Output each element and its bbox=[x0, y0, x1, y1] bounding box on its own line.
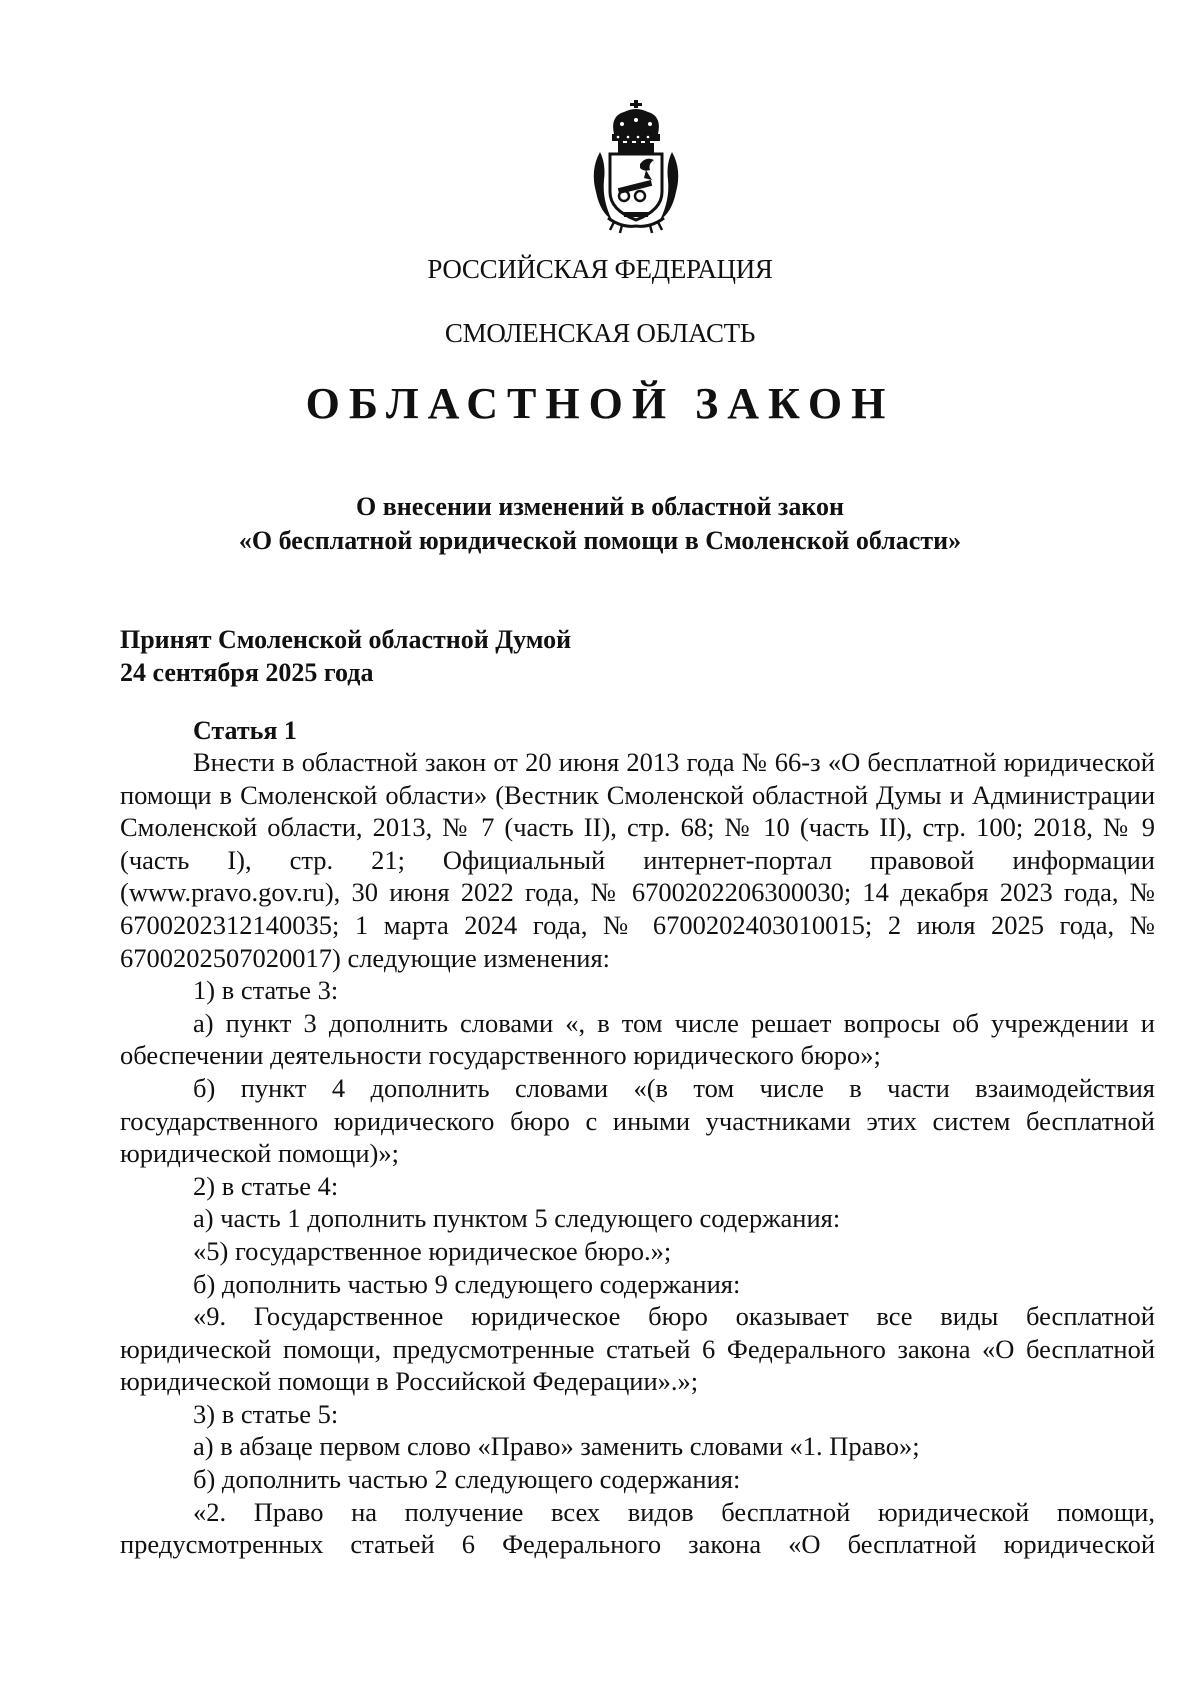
coat-of-arms-icon bbox=[588, 100, 684, 234]
paragraph: а) часть 1 дополнить пунктом 5 следующего содержания: bbox=[193, 1203, 841, 1234]
law-title bbox=[0, 490, 1200, 558]
paragraph: а) пункт 3 дополнить словами «, в том числе решает вопросы об учреждении и обеспечении деятельности государственного юридического бюро»; bbox=[120, 1007, 1155, 1071]
paragraph: «9. Государственное юридическое бюро оказывает все виды бесплатной юридической помощи, предусмотренные статьей 6 Федерального закона «О бесплатной юридической помощи в Российской Федерации».»; bbox=[120, 1301, 1155, 1397]
article-heading: Статья 1 bbox=[193, 716, 297, 745]
paragraph: 1) в статье 3: bbox=[193, 975, 339, 1006]
paragraph: 3) в статье 5: bbox=[193, 1398, 339, 1429]
paragraph: б) дополнить частью 2 следующего содержания: bbox=[193, 1464, 741, 1495]
paragraph: Внести в областной закон от 20 июня 2013 года № 66-з «О бесплатной юридической помощи в Смоленской области» (Вестник Смоленской областной Думы и Администрации Смоленской области, 2013, № 7 (часть II), стр. 68; № 10 (часть II), стр. 100; 2018, № 9 (часть I), стр. 21; Официальный интернет-портал правовой информации (www.pravo.gov.ru), 30 июня 2022 года, № 6700202206300030; 14 декабря 2023 года, № 6700202312140035; 1 марта 2024 года, № 6700202403010015; 2 июля 2025 года, № 6700202507020017) следующие изменения: bbox=[120, 747, 1155, 973]
document-type: ОБЛАСТНОЙ ЗАКОН bbox=[305, 379, 895, 428]
adoption-info bbox=[120, 623, 571, 689]
law-title-line-1: О внесении изменений в областной закон bbox=[355, 492, 845, 521]
adoption-date: 24 сентября 2025 года bbox=[120, 658, 374, 687]
paragraph: б) дополнить частью 9 следующего содержания: bbox=[193, 1268, 741, 1299]
article-body bbox=[120, 746, 1155, 1561]
paragraph: «5) государственное юридическое бюро.»; bbox=[193, 1235, 672, 1266]
paragraph: б) пункт 4 дополнить словами «(в том числе в части взаимодействия государственного юридического бюро с иными участниками этих систем бесплатной юридической помощи)»; bbox=[120, 1072, 1155, 1169]
paragraph: «2. Право на получение всех видов бесплатной юридической помощи, предусмотренных статьей 6 Федерального закона «О бесплатной юридической bbox=[120, 1496, 1155, 1560]
country-name: РОССИЙСКАЯ ФЕДЕРАЦИЯ bbox=[427, 254, 773, 284]
paragraph: а) в абзаце первом слово «Право» заменить словами «1. Право»; bbox=[193, 1431, 920, 1462]
adoption-body: Принят Смоленской областной Думой bbox=[120, 625, 572, 654]
paragraph: 2) в статье 4: bbox=[193, 1170, 339, 1201]
law-title-line-2: «О бесплатной юридической помощи в Смоленской области» bbox=[238, 526, 962, 555]
region-name: СМОЛЕНСКАЯ ОБЛАСТЬ bbox=[444, 318, 756, 348]
